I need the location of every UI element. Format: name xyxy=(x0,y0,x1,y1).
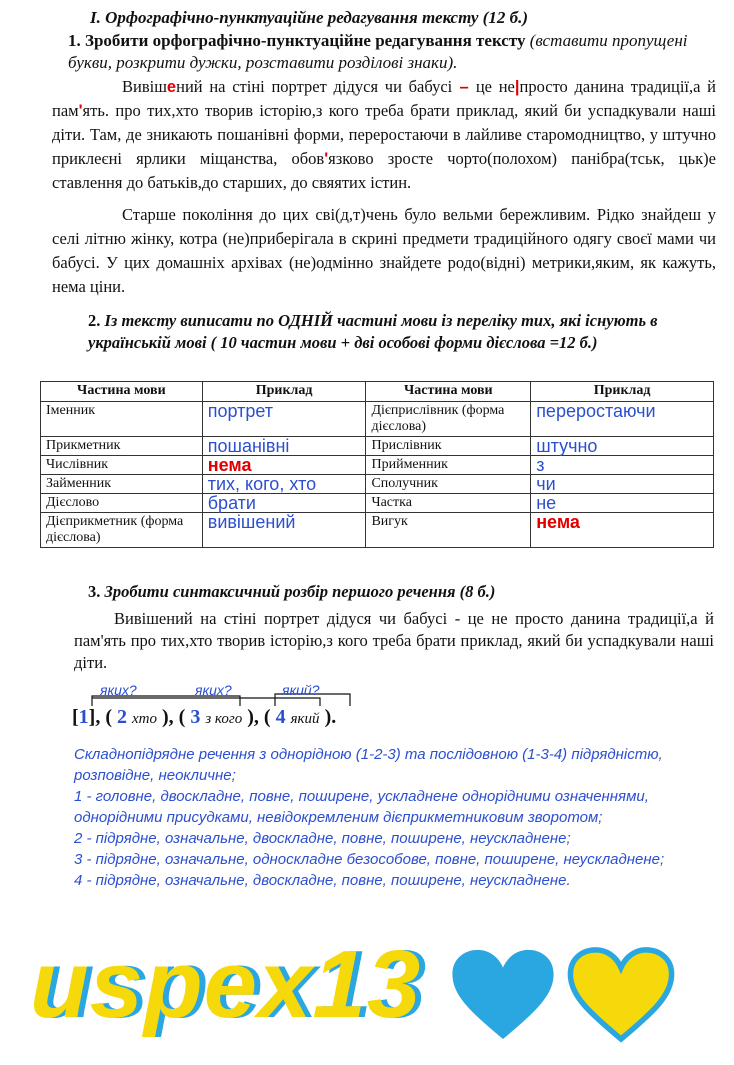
sentence-scheme: [1], ( 2 хто ), ( 3 з кого ), ( 4 який ). xyxy=(72,706,337,728)
correction-mark: е xyxy=(166,78,177,96)
clause-word: з кого xyxy=(205,711,243,727)
clause-word: який xyxy=(290,711,320,727)
text-fragment: Вивіш xyxy=(122,77,167,96)
part-of-speech-cell: Дієприслівник (форма дієслова) xyxy=(366,402,531,437)
table-header: Частина мови xyxy=(41,382,203,402)
analyzed-sentence: Вивішений на стіні портрет дідуся чи бабусі - це не просто данина традиції,а й пам'ять про тих,хто творив історію,з кого треба брати приклад, який би успадкували наші діти. xyxy=(74,609,714,672)
table-row xyxy=(41,456,714,475)
table-row xyxy=(41,475,714,494)
task2-title: Із тексту виписати по ОДНІЙ частині мови із переліку тих, які існують в українській мові ( 10 частин мови + дві особові форми дієслова =12 б.) xyxy=(88,311,658,352)
correction-mark: | xyxy=(514,78,520,96)
example-cell: тих, кого, хто xyxy=(202,475,366,494)
part-of-speech-cell: Іменник xyxy=(41,402,203,437)
table-header: Частина мови xyxy=(366,382,531,402)
scheme-question-2: яких? xyxy=(195,682,232,698)
table-row xyxy=(41,513,714,548)
example-cell: портрет xyxy=(202,402,366,437)
clause-number: 3 xyxy=(190,706,201,728)
part-of-speech-cell: Прийменник xyxy=(366,456,531,475)
example-cell: з xyxy=(531,456,714,475)
text-paragraph-2 xyxy=(52,203,716,299)
example-cell: нема xyxy=(202,456,366,475)
correction-mark: – xyxy=(452,78,476,96)
part-of-speech-cell: Сполучник xyxy=(366,475,531,494)
table-row xyxy=(41,402,714,437)
text-fragment: це не xyxy=(475,77,515,96)
table-row xyxy=(41,494,714,513)
clause-word: хто xyxy=(132,711,157,727)
task3-instruction xyxy=(88,582,495,602)
task2-instruction xyxy=(88,310,716,354)
example-cell: не xyxy=(531,494,714,513)
part-of-speech-cell: Вигук xyxy=(366,513,531,548)
table-header: Приклад xyxy=(531,382,714,402)
example-cell: пошанівні xyxy=(202,437,366,456)
example-cell: брати xyxy=(202,494,366,513)
text-paragraph-1 xyxy=(52,75,716,195)
analysis-line: 2 - підрядне, означальне, двоскладне, повне, поширене, неускладнене; xyxy=(74,830,571,847)
scheme-question-1: яких? xyxy=(100,682,137,698)
table-header-row xyxy=(41,382,714,402)
scheme-question-3: який? xyxy=(282,682,320,698)
task1-number: 1. xyxy=(68,31,81,50)
table-row xyxy=(41,437,714,456)
part-of-speech-cell: Прикметник xyxy=(41,437,203,456)
task1-instruction xyxy=(68,30,718,74)
section-heading: І. Орфографічно-пунктуаційне редагування тексту (12 б.) xyxy=(90,8,528,27)
example-cell: вивішений xyxy=(202,513,366,548)
part-of-speech-cell: Частка xyxy=(366,494,531,513)
task1-subtitle: (вставити пропущені букви, розкрити дужки, розставити розділові знаки). xyxy=(68,31,688,72)
heart-icon xyxy=(448,945,558,1045)
correction-mark: ' xyxy=(78,102,83,120)
part-of-speech-cell: Займенник xyxy=(41,475,203,494)
text-fragment: просто данина традиції,а й пам xyxy=(52,77,717,120)
example-cell: чи xyxy=(531,475,714,494)
task2-number: 2. xyxy=(88,311,101,330)
syntax-analysis xyxy=(74,744,714,891)
task3-title: Зробити синтаксичний розбір першого речення (8 б.) xyxy=(104,582,496,601)
task1-title: Зробити орфографічно-пунктуаційне редагування тексту xyxy=(85,31,526,50)
text-fragment: ять. про тих,хто творив історію,з кого треба брати приклад, який би успадкували наші діти. Там, де зникають пошанівні форми, переростаючи в лайливе старомодництво, у штучно приклеєні ярлики міщанства, обов xyxy=(52,101,716,168)
analysis-line: 3 - підрядне, означальне, односкладне безособове, повне, поширене, неускладнене; xyxy=(74,851,665,868)
part-of-speech-cell: Числівник xyxy=(41,456,203,475)
analysis-line: Складнопідрядне речення з однорідною (1-2-3) та послідовною (1-3-4) підрядністю, розповідне, неокличне; xyxy=(74,746,663,784)
correction-mark: ' xyxy=(324,150,329,168)
text-fragment: ний на стіні портрет дідуся чи бабусі xyxy=(176,77,453,96)
part-of-speech-cell: Прислівник xyxy=(366,437,531,456)
table-header: Приклад xyxy=(202,382,366,402)
analysis-line: 1 - головне, двоскладне, повне, поширене, ускладнене однорідними означеннями, однорідними присудками, невідокремленим дієприкметниковим зворотом; xyxy=(74,788,649,826)
example-cell: штучно xyxy=(531,437,714,456)
example-cell: нема xyxy=(531,513,714,548)
analysis-line: 4 - підрядне, означальне, двоскладне, повне, поширене, неускладнене. xyxy=(74,872,571,889)
clause-number: 4 xyxy=(275,706,286,728)
text-fragment: язково зросте чорто(полохом) панібра(тськ, цьк)е ставлення до батьків,до старших, до свяятих істин. xyxy=(52,149,717,192)
task3-number: 3. xyxy=(88,582,101,601)
watermark-logo: uspex13 xyxy=(30,931,422,1038)
part-of-speech-cell: Дієслово xyxy=(41,494,203,513)
example-cell: переростаючи xyxy=(531,402,714,437)
heart-icon xyxy=(566,945,676,1045)
parts-of-speech-table xyxy=(40,381,714,548)
clause-number: 1 xyxy=(78,706,89,728)
clause-number: 2 xyxy=(117,706,127,728)
part-of-speech-cell: Дієприкметник (форма дієслова) xyxy=(41,513,203,548)
text-fragment: Старше покоління до цих сві(д,т)чень було вельми бережливим. Рідко знайдеш у селі літню жінку, котра (не)приберігала в скрині предмети традиційного одягу своєї мами чи бабусі. У цих домашніх архівах (не)одмінно знайдете родо(відні) метрики,яким, як кажуть, нема ціни. xyxy=(52,205,716,296)
